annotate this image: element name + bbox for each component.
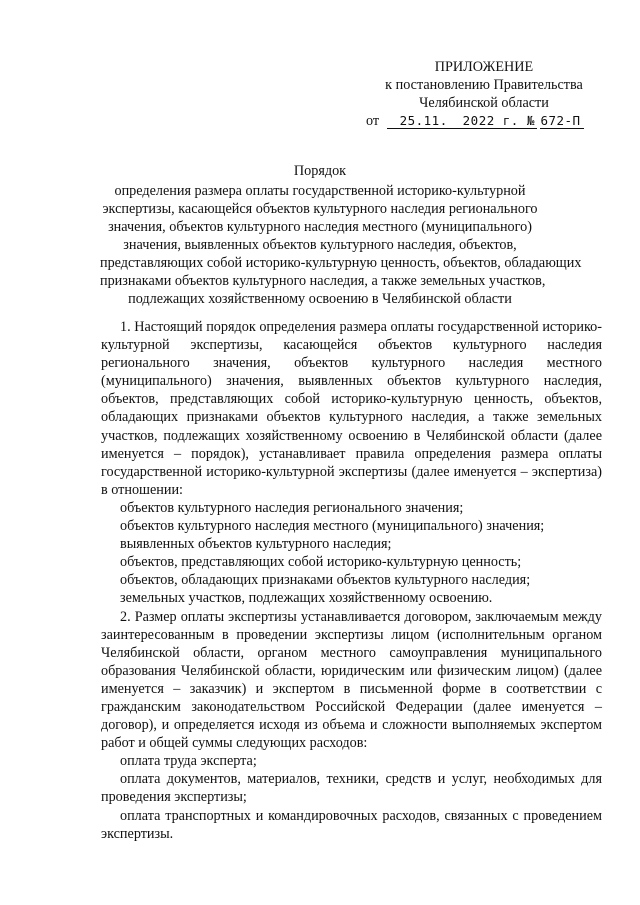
section-2-intro: 2. Размер оплаты экспертизы устанавливается договором, заключаемым между заинтересованным в проведении экспертизы лицом (исполнительным органом Челябинской области, органом местного самоуправления муниципального образования Челябинской области, юридическим или физическим лицом) (далее именуется – заказчик) и экспертом в письменной форме в соответствии с гражданским законодательством Российской Федерации (далее именуется – договор), и определяется исходя из объема и сложности выполняемых экспертом работ и общей суммы следующих расходов: xyxy=(101,608,602,752)
resolution-number: 672-П xyxy=(540,113,584,129)
list-item: оплата транспортных и командировочных расходов, связанных с проведением экспертизы. xyxy=(101,807,602,842)
appendix-date-line xyxy=(364,112,604,130)
subtitle-line: экспертизы, касающейся объектов культурного наследия регионального xyxy=(102,201,538,217)
document-title-block xyxy=(100,162,582,308)
appendix-title: ПРИЛОЖЕНИЕ xyxy=(434,59,534,75)
list-item: объектов культурного наследия регионального значения; xyxy=(120,499,464,516)
appendix-region-line: Челябинской области xyxy=(419,95,549,111)
subtitle-line: подлежащих хозяйственному освоению в Челябинской области xyxy=(128,291,512,307)
appendix-resolution-line: к постановлению Правительства xyxy=(385,77,583,93)
resolution-year-label: 2022 г. № xyxy=(462,113,535,128)
subtitle-line: представляющих собой историко-культурную ценность, объектов, обладающих xyxy=(100,255,582,271)
list-item: выявленных объектов культурного наследия; xyxy=(120,536,392,553)
document-body xyxy=(101,318,602,843)
document-heading: Порядок xyxy=(293,163,347,179)
from-label: от xyxy=(366,113,380,129)
list-item: земельных участков, подлежащих хозяйственному освоению. xyxy=(120,590,493,607)
resolution-date: 25.11. xyxy=(387,113,461,129)
list-item: объектов, обладающих признаками объектов культурного наследия; xyxy=(120,572,531,589)
subtitle-line: значения, объектов культурного наследия местного (муниципального) xyxy=(108,219,532,235)
list-item: оплата документов, материалов, техники, средств и услуг, необходимых для проведения экспертизы; xyxy=(101,771,602,806)
list-item: оплата труда эксперта; xyxy=(120,753,257,770)
list-item: объектов, представляющих собой историко-культурную ценность; xyxy=(120,554,522,571)
subtitle-line: значения, выявленных объектов культурного наследия, объектов, xyxy=(123,237,517,253)
section-1-intro: 1. Настоящий порядок определения размера оплаты государственной историко-культурной экспертизы, касающейся объектов культурного наследия регионального значения, объектов культурного наследия местного (муниципального) значения, выявленных объектов культурного наследия, объектов, представляющих собой историко-культурную ценность, объектов, обладающих признаками объектов культурного наследия, а также земельных участков, подлежащих хозяйственному освоению в Челябинской области (далее именуется – порядок), устанавливает правила определения размера оплаты государственной историко-культурной экспертизы (далее именуется – экспертиза) в отношении: xyxy=(101,319,602,498)
subtitle-line: признаками объектов культурного наследия, а также земельных участков, xyxy=(100,273,546,289)
appendix-header xyxy=(364,58,604,130)
subtitle-line: определения размера оплаты государственной историко-культурной xyxy=(114,183,526,199)
list-item: объектов культурного наследия местного (муниципального) значения; xyxy=(120,518,545,535)
